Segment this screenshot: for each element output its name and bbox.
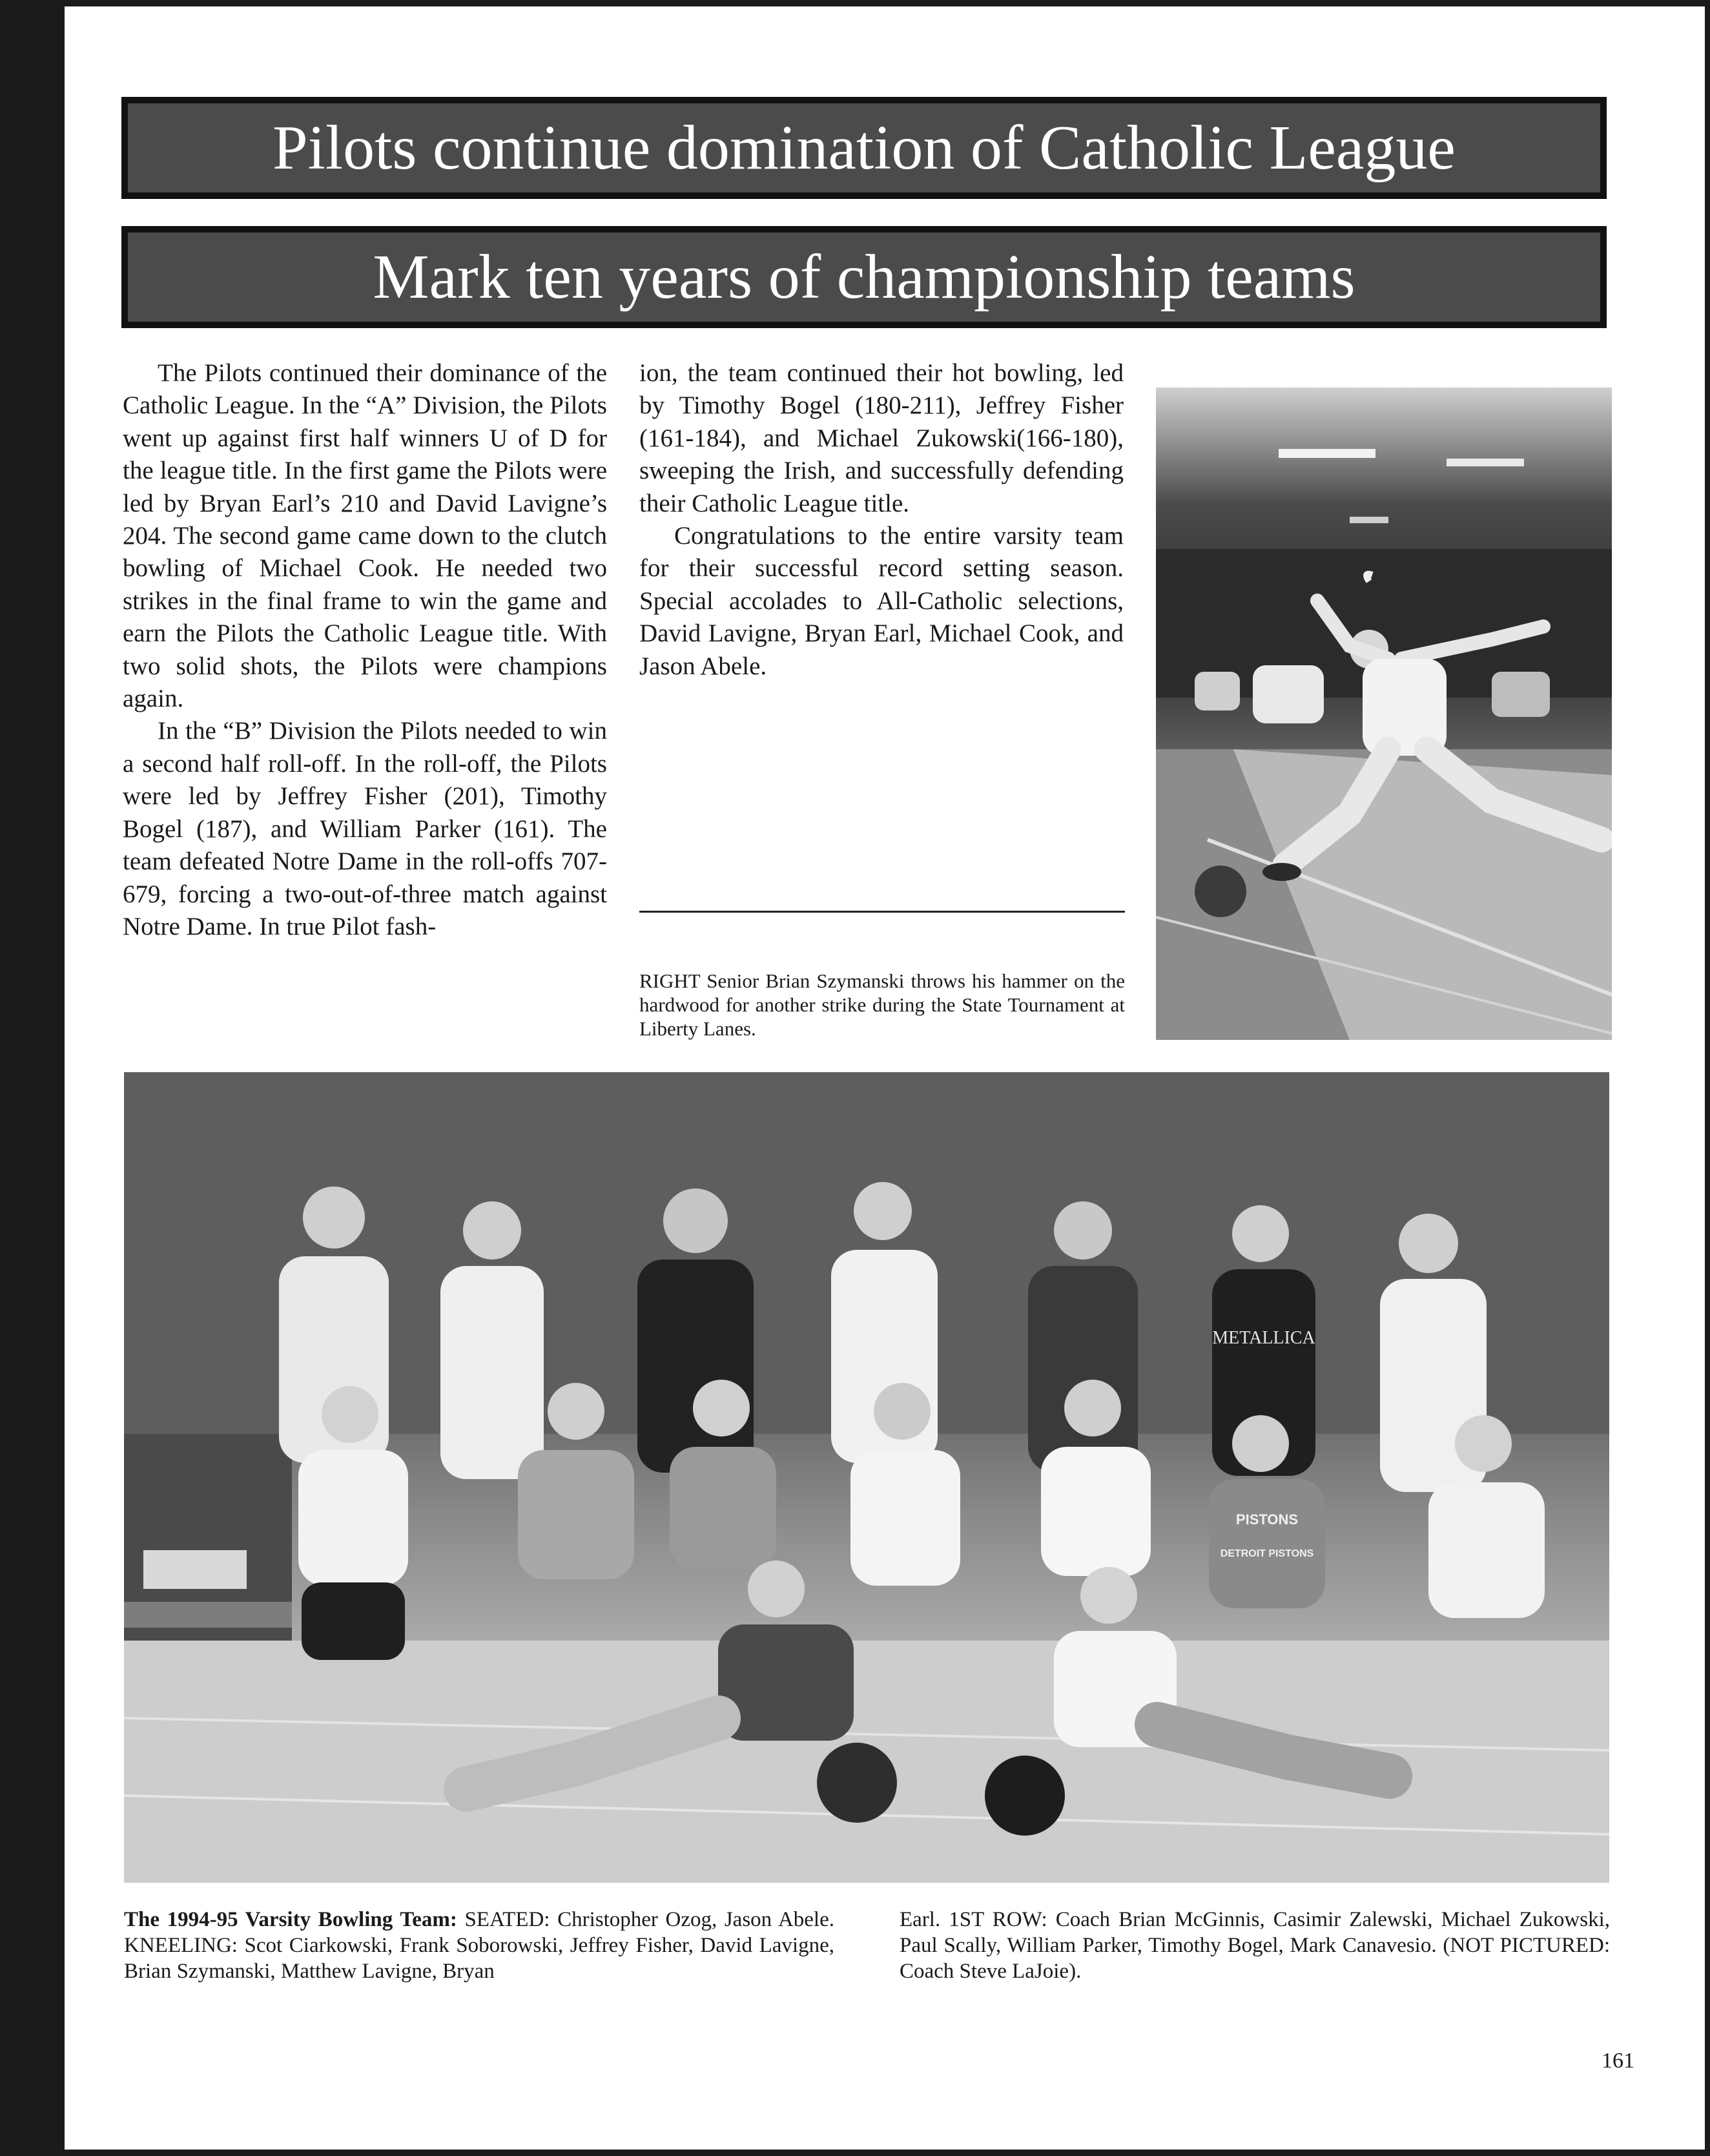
pistons-shirt-text: PISTONS <box>1235 1511 1299 1528</box>
headline-banner <box>121 97 1607 199</box>
subheadline-banner <box>121 226 1607 328</box>
team-photo <box>124 1072 1609 1883</box>
bowler-photo-caption: RIGHT Senior Brian Szymanski throws his hammer on the hardwood for another strike during the State Tournament at Liberty Lanes. <box>639 969 1125 1040</box>
article-paragraph: ion, the team continued their hot bowling, led by Timothy Bogel (180-211), Jeffrey Fisher (161-184), and Michael Zukowski(166-180), sweeping the Irish, and successfully defending their Catholic League title. <box>639 359 1124 517</box>
headline: Pilots continue domination of Catholic League <box>128 103 1600 192</box>
article-paragraph: Congratulations to the entire varsity team for their successful record setting season. Special accolades to All-Catholic selections, David Lavigne, Bryan Earl, Michael Cook, and Jason Abele. <box>639 522 1124 680</box>
team-caption-lead: The 1994-95 Varsity Bowling Team: <box>124 1908 457 1931</box>
article-column-2 <box>639 357 1124 683</box>
team-caption-left-text: SEATED: Christopher Ozog, Jason Abele. KNEELING: Scot Ciarkowski, Frank Soborowski, Jeffrey Fisher, David Lavigne, Brian Szymanski, Matthew Lavigne, Bryan <box>124 1908 834 1983</box>
subheadline: Mark ten years of championship teams <box>128 233 1600 322</box>
article-column-1 <box>123 357 607 943</box>
article-paragraph: In the “B” Division the Pilots needed to win a second half roll-off. In the roll-off, the Pilots were led by Jeffrey Fisher (201), Timothy Bogel (187), and William Parker (161). The team defeated Notre Dame in the roll-offs 707-679, forcing a two-out-of-three match against Notre Dame. In true Pilot fash- <box>123 717 607 940</box>
team-photo-illustration <box>124 1072 1609 1883</box>
bowler-photo <box>1156 388 1612 1040</box>
team-photo-caption-left <box>124 1907 834 1984</box>
bowler-photo-illustration <box>1156 388 1612 1040</box>
detroit-pistons-shirt-text: DETROIT PISTONS <box>1220 1548 1314 1559</box>
metallica-shirt-text: METALLICA <box>1212 1328 1315 1348</box>
page-number: 161 <box>1602 2049 1634 2073</box>
article-paragraph: The Pilots continued their dominance of the Catholic League. In the “A” Division, the Pilots went up against first half winners U of D for the league title. In the first game the Pilots were led by Bryan Earl’s 210 and David Lavigne’s 204. The second game came down to the clutch bowling of Michael Cook. He needed two strikes in the final frame to win the game and earn the Pilots the Catholic League title. With two solid shots, the Pilots were champions again. <box>123 359 607 713</box>
team-photo-caption-right: Earl. 1ST ROW: Coach Brian McGinnis, Casimir Zalewski, Michael Zukowski, Paul Scally, William Parker, Timothy Bogel, Mark Canavesio. (NOT PICTURED: Coach Steve LaJoie). <box>900 1908 1610 1983</box>
caption-divider <box>639 911 1125 913</box>
